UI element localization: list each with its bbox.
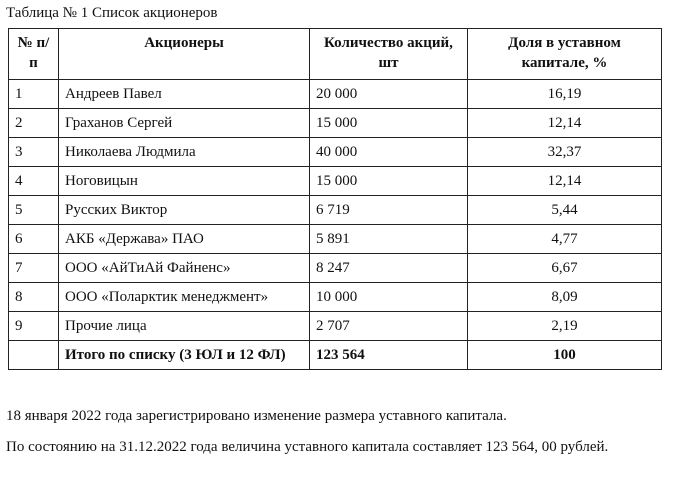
- row-share: 8,09: [468, 283, 662, 312]
- row-share: 16,19: [468, 80, 662, 109]
- row-name: Русских Виктор: [59, 196, 310, 225]
- total-qty: 123 564: [310, 341, 468, 370]
- row-num: 5: [9, 196, 59, 225]
- table-row: [9, 254, 662, 283]
- row-num: 8: [9, 283, 59, 312]
- row-num: 4: [9, 167, 59, 196]
- total-share: 100: [468, 341, 662, 370]
- row-qty: 8 247: [310, 254, 468, 283]
- row-name: АКБ «Держава» ПАО: [59, 225, 310, 254]
- table-row: [9, 283, 662, 312]
- row-name: Ноговицын: [59, 167, 310, 196]
- row-qty: 10 000: [310, 283, 468, 312]
- header-qty: Количество акций, шт: [310, 29, 468, 80]
- row-share: 32,37: [468, 138, 662, 167]
- table-header-row: [9, 29, 662, 80]
- row-share: 4,77: [468, 225, 662, 254]
- table-row: [9, 312, 662, 341]
- row-name: Андреев Павел: [59, 80, 310, 109]
- header-share: Доля в уставном капитале, %: [468, 29, 662, 80]
- row-qty: 5 891: [310, 225, 468, 254]
- shareholders-table: [8, 28, 662, 370]
- row-num: 6: [9, 225, 59, 254]
- row-share: 5,44: [468, 196, 662, 225]
- row-qty: 40 000: [310, 138, 468, 167]
- total-label: Итого по списку (3 ЮЛ и 12 ФЛ): [59, 341, 310, 370]
- row-qty: 2 707: [310, 312, 468, 341]
- row-name: Николаева Людмила: [59, 138, 310, 167]
- row-share: 2,19: [468, 312, 662, 341]
- table-row: [9, 225, 662, 254]
- row-name: Прочие лица: [59, 312, 310, 341]
- total-num: [9, 341, 59, 370]
- table-total-row: [9, 341, 662, 370]
- registration-note: 18 января 2022 года зарегистрировано изменение размера уставного капитала.: [6, 408, 507, 424]
- row-name: ООО «Поларктик менеджмент»: [59, 283, 310, 312]
- header-name: Акционеры: [59, 29, 310, 80]
- row-num: 2: [9, 109, 59, 138]
- row-qty: 20 000: [310, 80, 468, 109]
- row-name: ООО «АйТиАй Файненс»: [59, 254, 310, 283]
- table-row: [9, 80, 662, 109]
- row-qty: 15 000: [310, 167, 468, 196]
- row-num: 7: [9, 254, 59, 283]
- capital-note: По состоянию на 31.12.2022 года величина уставного капитала составляет 123 564, 00 рублей.: [6, 439, 609, 455]
- table-row: [9, 167, 662, 196]
- row-qty: 6 719: [310, 196, 468, 225]
- row-share: 12,14: [468, 109, 662, 138]
- row-num: 9: [9, 312, 59, 341]
- row-num: 3: [9, 138, 59, 167]
- table-row: [9, 109, 662, 138]
- table-caption: Таблица № 1 Список акционеров: [6, 5, 218, 21]
- table-row: [9, 196, 662, 225]
- row-share: 6,67: [468, 254, 662, 283]
- row-qty: 15 000: [310, 109, 468, 138]
- table-row: [9, 138, 662, 167]
- header-num: № п/п: [9, 29, 59, 80]
- row-share: 12,14: [468, 167, 662, 196]
- row-num: 1: [9, 80, 59, 109]
- row-name: Граханов Сергей: [59, 109, 310, 138]
